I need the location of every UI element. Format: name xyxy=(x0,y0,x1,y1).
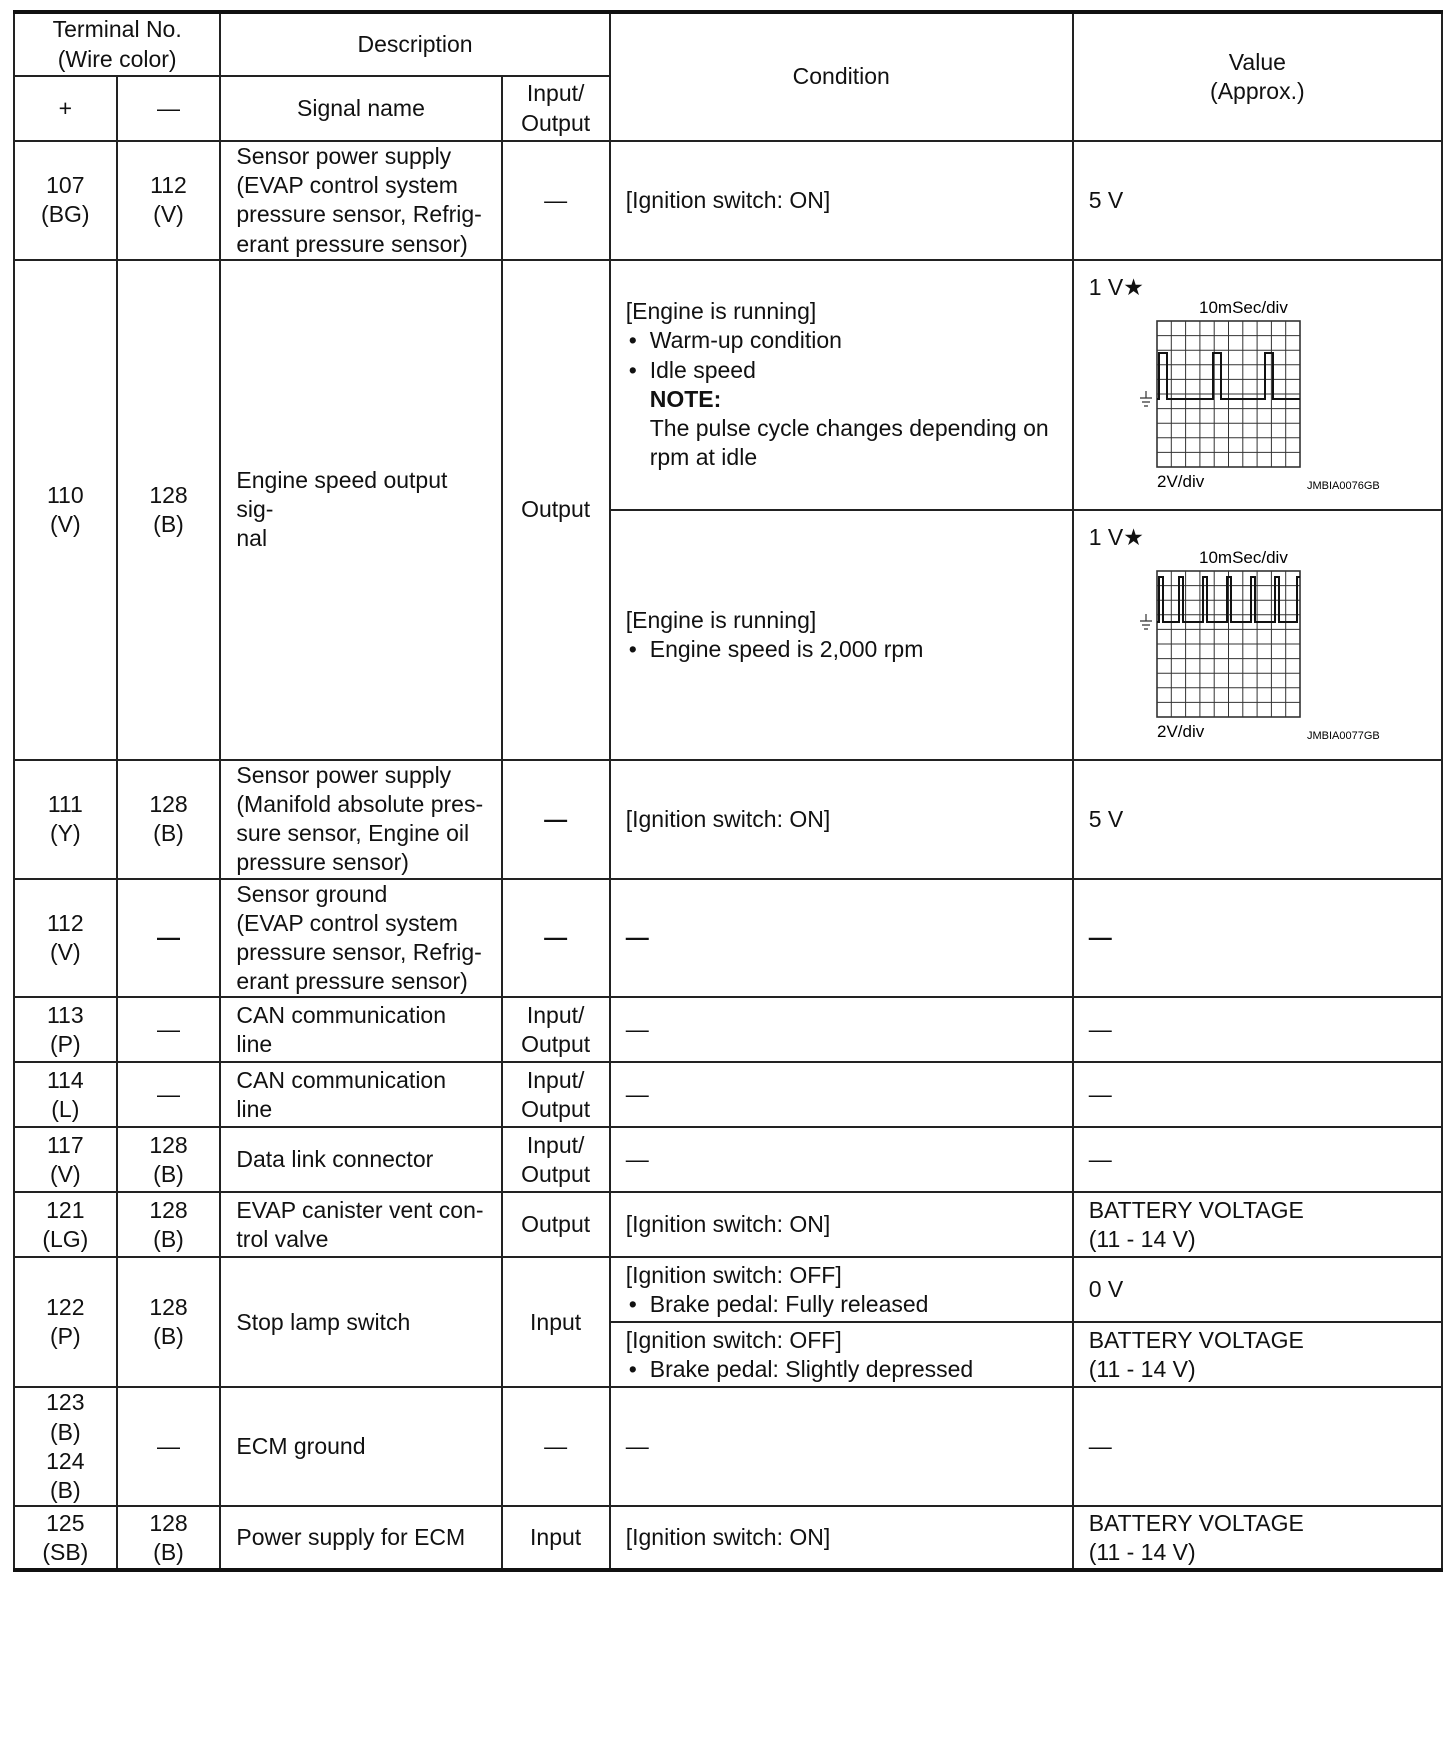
condition-header: Condition xyxy=(610,12,1073,141)
input-output-header: Input/ Output xyxy=(502,76,610,141)
value: — xyxy=(1073,1062,1442,1127)
condition: — xyxy=(610,1062,1073,1127)
table-row xyxy=(14,1062,1442,1127)
minus-terminal: 128 (B) xyxy=(117,1192,221,1257)
minus-terminal: — xyxy=(117,997,221,1062)
description-header: Description xyxy=(220,12,609,76)
table-row xyxy=(14,1192,1442,1257)
minus-terminal: 128 (B) xyxy=(117,1127,221,1192)
signal-name: ECM ground xyxy=(220,1387,501,1506)
value: 5 V xyxy=(1073,760,1442,879)
plus-header: + xyxy=(14,76,117,141)
svg-text:JMBIA0076GB: JMBIA0076GB xyxy=(1306,479,1380,492)
svg-text:JMBIA0077GB: JMBIA0077GB xyxy=(1306,729,1380,742)
plus-terminal: 114 (L) xyxy=(14,1062,117,1127)
value: BATTERY VOLTAGE (11 - 14 V) xyxy=(1073,1192,1442,1257)
table-row xyxy=(14,1257,1442,1322)
signal-name-header: Signal name xyxy=(220,76,501,141)
input-output: — xyxy=(502,141,610,260)
value: 0 V xyxy=(1073,1257,1442,1322)
minus-terminal: — xyxy=(117,879,221,998)
table-row xyxy=(14,260,1442,510)
value: — xyxy=(1073,1127,1442,1192)
input-output: Input xyxy=(502,1257,610,1387)
condition: [Ignition switch: OFF] • Brake pedal: Fully released xyxy=(610,1257,1073,1322)
input-output: — xyxy=(502,1387,610,1506)
oscilloscope-waveform-2000rpm xyxy=(1129,545,1399,745)
value: BATTERY VOLTAGE (11 - 14 V) xyxy=(1073,1506,1442,1570)
table-row xyxy=(14,1387,1442,1506)
signal-name: Sensor ground (EVAP control system pressure sensor, Refrig- erant pressure sensor) xyxy=(220,879,501,998)
value xyxy=(1073,510,1442,760)
plus-terminal: 125 (SB) xyxy=(14,1506,117,1570)
input-output: Input/ Output xyxy=(502,997,610,1062)
note-label: NOTE: xyxy=(649,385,722,412)
condition: — xyxy=(610,997,1073,1062)
minus-terminal: 128 (B) xyxy=(117,760,221,879)
table-row xyxy=(14,141,1442,260)
signal-name: CAN communication line xyxy=(220,1062,501,1127)
signal-name: Stop lamp switch xyxy=(220,1257,501,1387)
input-output: Input xyxy=(502,1506,610,1570)
minus-terminal: 128 (B) xyxy=(117,1506,221,1570)
value: — xyxy=(1073,879,1442,998)
value: BATTERY VOLTAGE (11 - 14 V) xyxy=(1073,1322,1442,1387)
value-label: Value xyxy=(1228,48,1286,75)
minus-header: — xyxy=(117,76,221,141)
minus-terminal: 128 (B) xyxy=(117,1257,221,1387)
ground-symbol xyxy=(1140,391,1152,406)
scope-grid xyxy=(1157,321,1300,467)
signal-name: CAN communication line xyxy=(220,997,501,1062)
plus-terminal: 107 (BG) xyxy=(14,141,117,260)
minus-terminal: — xyxy=(117,1062,221,1127)
plus-terminal: 121 (LG) xyxy=(14,1192,117,1257)
value: 5 V xyxy=(1073,141,1442,260)
condition: [Ignition switch: ON] xyxy=(610,760,1073,879)
value-label: 1 V★ xyxy=(1088,273,1144,300)
input-output: Input/ Output xyxy=(502,1062,610,1127)
input-output: Input/ Output xyxy=(502,1127,610,1192)
terminal-table-wrapper xyxy=(13,10,1443,1572)
input-output: — xyxy=(502,760,610,879)
condition: [Ignition switch: ON] xyxy=(610,1506,1073,1570)
signal-name: Sensor power supply (Manifold absolute pres- sure sensor, Engine oil pressure sensor) xyxy=(220,760,501,879)
plus-terminal: 113 (P) xyxy=(14,997,117,1062)
value: — xyxy=(1073,1387,1442,1506)
condition: [Engine is running] • Warm-up condition • Idle speed NOTE: The pulse cycle changes depending on rpm at idle xyxy=(610,260,1073,510)
condition: — xyxy=(610,879,1073,998)
plus-terminal: 117 (V) xyxy=(14,1127,117,1192)
value xyxy=(1073,260,1442,510)
signal-name: Power supply for ECM xyxy=(220,1506,501,1570)
signal-name: Engine speed output sig- nal xyxy=(220,260,501,760)
ground-symbol xyxy=(1140,614,1152,629)
svg-text:10mSec/div: 10mSec/div xyxy=(1198,547,1288,567)
approx-label: (Approx.) xyxy=(1210,78,1305,104)
table-row xyxy=(14,997,1442,1062)
signal-name: Sensor power supply (EVAP control system pressure sensor, Refrig- erant pressure sensor) xyxy=(220,141,501,260)
minus-terminal: 128 (B) xyxy=(117,260,221,760)
svg-text:10mSec/div: 10mSec/div xyxy=(1198,297,1288,317)
condition: [Ignition switch: ON] xyxy=(610,1192,1073,1257)
wire-color-label: (Wire color) xyxy=(57,45,177,72)
table-row xyxy=(14,879,1442,998)
ecm-terminal-table xyxy=(13,10,1443,1572)
table-row xyxy=(14,1127,1442,1192)
signal-name: Data link connector xyxy=(220,1127,501,1192)
condition: [Engine is running] • Engine speed is 2,000 rpm xyxy=(610,510,1073,760)
terminal-no-label: Terminal No. xyxy=(52,16,182,43)
plus-terminal: 111 (Y) xyxy=(14,760,117,879)
condition: [Ignition switch: ON] xyxy=(610,141,1073,260)
value: — xyxy=(1073,997,1442,1062)
value-label: 1 V★ xyxy=(1088,523,1144,550)
oscilloscope-waveform-idle xyxy=(1129,295,1399,495)
value-header xyxy=(1073,12,1442,141)
svg-text:2V/div: 2V/div xyxy=(1156,471,1204,491)
input-output: Output xyxy=(502,1192,610,1257)
plus-terminal: 112 (V) xyxy=(14,879,117,998)
plus-terminal: 123 (B) 124 (B) xyxy=(14,1387,117,1506)
table-row xyxy=(14,760,1442,879)
svg-text:2V/div: 2V/div xyxy=(1156,721,1204,741)
plus-terminal: 122 (P) xyxy=(14,1257,117,1387)
terminal-no-header xyxy=(14,12,220,76)
minus-terminal: 112 (V) xyxy=(117,141,221,260)
condition: — xyxy=(610,1387,1073,1506)
minus-terminal: — xyxy=(117,1387,221,1506)
condition: — xyxy=(610,1127,1073,1192)
input-output: Output xyxy=(502,260,610,760)
input-output: — xyxy=(502,879,610,998)
signal-name: EVAP canister vent con- trol valve xyxy=(220,1192,501,1257)
table-row xyxy=(14,1506,1442,1570)
condition: [Ignition switch: OFF] • Brake pedal: Slightly depressed xyxy=(610,1322,1073,1387)
plus-terminal: 110 (V) xyxy=(14,260,117,760)
